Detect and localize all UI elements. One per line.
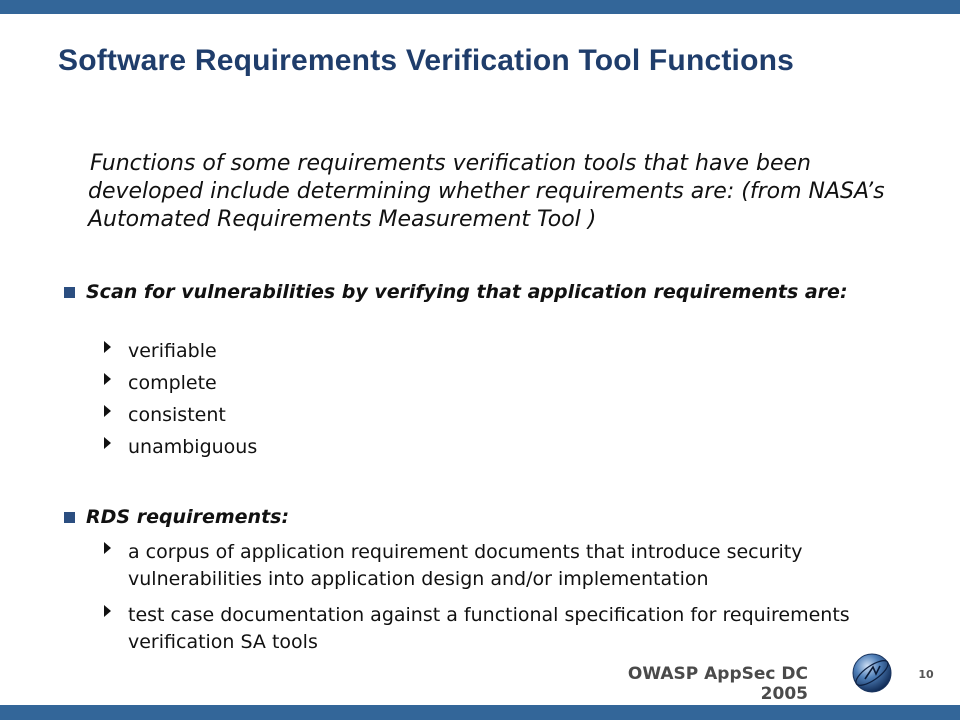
triangle-arrow-icon [104,437,111,449]
bullet-rds-requirements [64,506,884,529]
triangle-arrow-icon [104,341,111,353]
bullet-text: Scan for vulnerabilities by verifying that application requirements are: [86,281,848,303]
sub-item-complete [104,370,884,397]
sub-item-text: verifiable [128,340,217,362]
sub-item-test-case [104,602,884,656]
sub-item-text: complete [128,372,217,394]
bullet-text: RDS requirements: [86,506,290,528]
top-banner [0,0,960,14]
bottom-banner [0,705,960,720]
slide-title: Software Requirements Verification Tool Functions [58,44,795,77]
sub-item-text: test case documentation against a functional specification for requirements verification SA tools [128,604,850,653]
page-number: 10 [918,668,934,681]
footer-conference: OWASP AppSec DC 2005 [627,664,808,704]
sub-item-corpus [104,539,884,593]
owasp-globe-icon [851,652,893,694]
intro-paragraph: Functions of some requirements verification tools that have been developed include determining whether requirements are: (from NASA’s Automated Requirements Measurement Tool ) [88,151,885,232]
bullet-vulnerability-scan [64,281,884,304]
sub-item-text: a corpus of application requirement documents that introduce security vulnerabilities into application design and/or implementation [128,541,803,590]
square-bullet-icon [64,287,75,298]
sub-item-text: unambiguous [128,436,258,458]
triangle-arrow-icon [104,542,111,554]
sub-item-verifiable [104,338,884,365]
square-bullet-icon [64,512,75,523]
sub-item-consistent [104,402,884,429]
triangle-arrow-icon [104,373,111,385]
sub-item-unambiguous [104,434,884,461]
sub-item-text: consistent [128,404,226,426]
triangle-arrow-icon [104,605,111,617]
triangle-arrow-icon [104,405,111,417]
